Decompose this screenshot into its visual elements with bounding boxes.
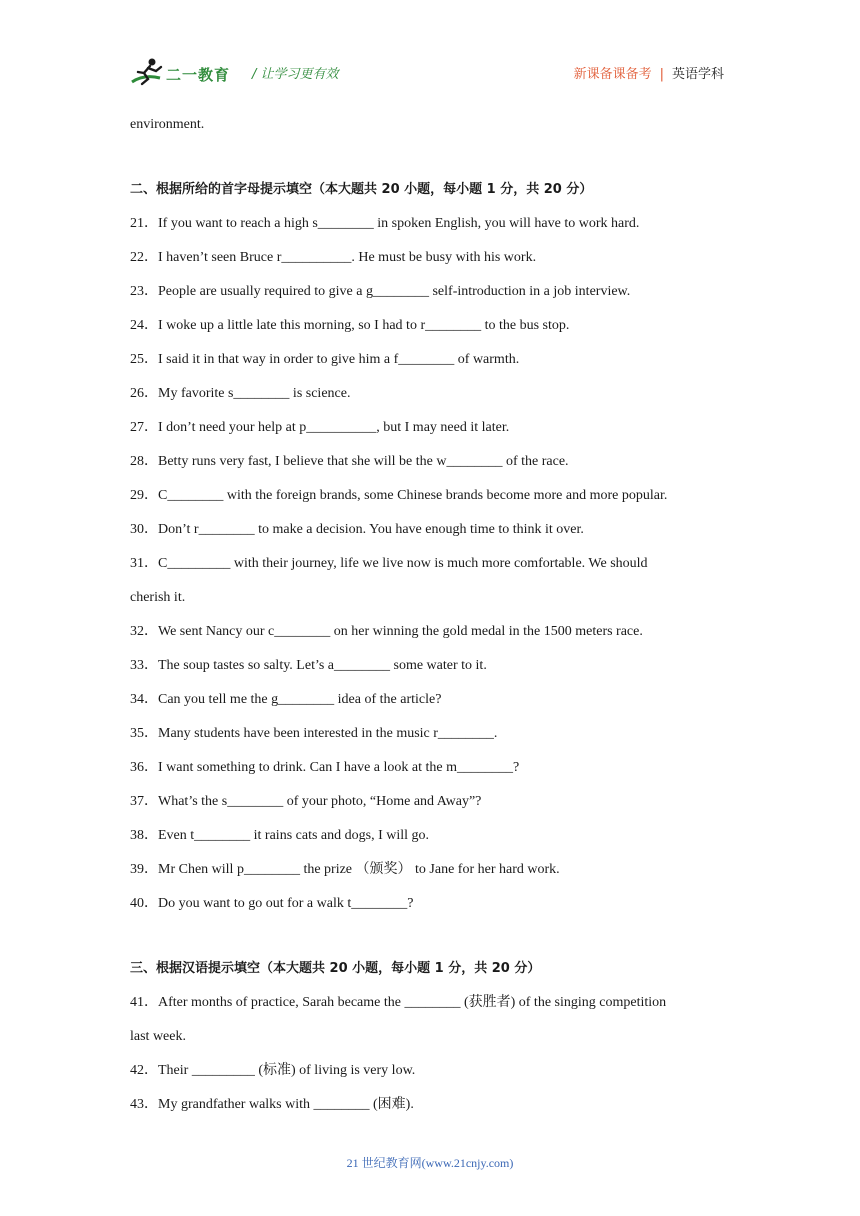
header-separator: | xyxy=(659,67,664,82)
question-line: 29．C________ with the foreign brands, some Chinese brands become more and more popular. xyxy=(130,488,668,503)
document-body xyxy=(130,108,724,1122)
question-line: 23．People are usually required to give a g________ self-introduction in a job interview. xyxy=(130,284,631,299)
section-heading: 三、根据汉语提示填空（本大题共 20 小题，每小题 1 分，共 20 分） xyxy=(130,961,541,976)
page-header xyxy=(130,56,724,92)
question-line: 31．C_________ with their journey, life we live now is much more comfortable. We should xyxy=(130,556,648,571)
question-line: 30．Don’t r________ to make a decision. You have enough time to think it over. xyxy=(130,522,584,537)
question-line: 33．The soup tastes so salty. Let’s a________ some water to it. xyxy=(130,658,487,673)
question-line: 26．My favorite s________ is science. xyxy=(130,386,351,401)
question-line: 21．If you want to reach a high s________ in spoken English, you will have to work hard. xyxy=(130,216,640,231)
question-line: 40．Do you want to go out for a walk t________? xyxy=(130,896,414,911)
section-heading: 二、根据所给的首字母提示填空（本大题共 20 小题，每小题 1 分，共 20 分） xyxy=(130,182,593,197)
question-line: 41．After months of practice, Sarah became the ________ (获胜者) of the singing competition xyxy=(130,995,667,1010)
footer: 21 世纪教育网(www.21cnjy.com) xyxy=(346,1156,514,1170)
question-line: 35．Many students have been interested in the music r________. xyxy=(130,726,498,741)
question-line: 25．I said it in that way in order to give him a f________ of warmth. xyxy=(130,352,520,367)
question-line: 42．Their _________ (标准) of living is very low. xyxy=(130,1063,416,1078)
logo xyxy=(130,56,240,90)
question-line: 38．Even t________ it rains cats and dogs, I will go. xyxy=(130,828,430,843)
question-line: 28．Betty runs very fast, I believe that she will be the w________ of the race. xyxy=(130,454,569,469)
logo-text: 二一教育 xyxy=(166,66,231,84)
header-right xyxy=(574,63,724,82)
question-line: 39．Mr Chen will p________ the prize （颁奖） to Jane for her hard work. xyxy=(130,862,560,877)
question-line: cherish it. xyxy=(130,590,186,605)
section-spacer xyxy=(130,921,724,952)
header-subject: 英语学科 xyxy=(671,67,724,82)
header-tagline: 新课备课备考 xyxy=(573,67,652,82)
question-line: 37．What’s the s________ of your photo, “Home and Away”? xyxy=(130,794,482,809)
question-line: 24．I woke up a little late this morning, so I had to r________ to the bus stop. xyxy=(130,318,570,333)
question-line: 32．We sent Nancy our c________ on her winning the gold medal in the 1500 meters race. xyxy=(130,624,643,639)
section-spacer xyxy=(130,142,724,173)
question-line: 36．I want something to drink. Can I have a look at the m________? xyxy=(130,760,520,775)
question-line: 27．I don’t need your help at p__________, but I may need it later. xyxy=(130,420,510,435)
runner-logo-icon xyxy=(130,56,166,88)
slogan: / 让学习更有效 xyxy=(252,67,339,82)
question-line: 43．My grandfather walks with ________ (困难). xyxy=(130,1097,414,1112)
question-line: 34．Can you tell me the g________ idea of the article? xyxy=(130,692,442,707)
question-line: 22．I haven’t seen Bruce r__________. He must be busy with his work. xyxy=(130,250,537,265)
question-line: environment. xyxy=(130,117,205,132)
question-line: last week. xyxy=(130,1029,186,1044)
